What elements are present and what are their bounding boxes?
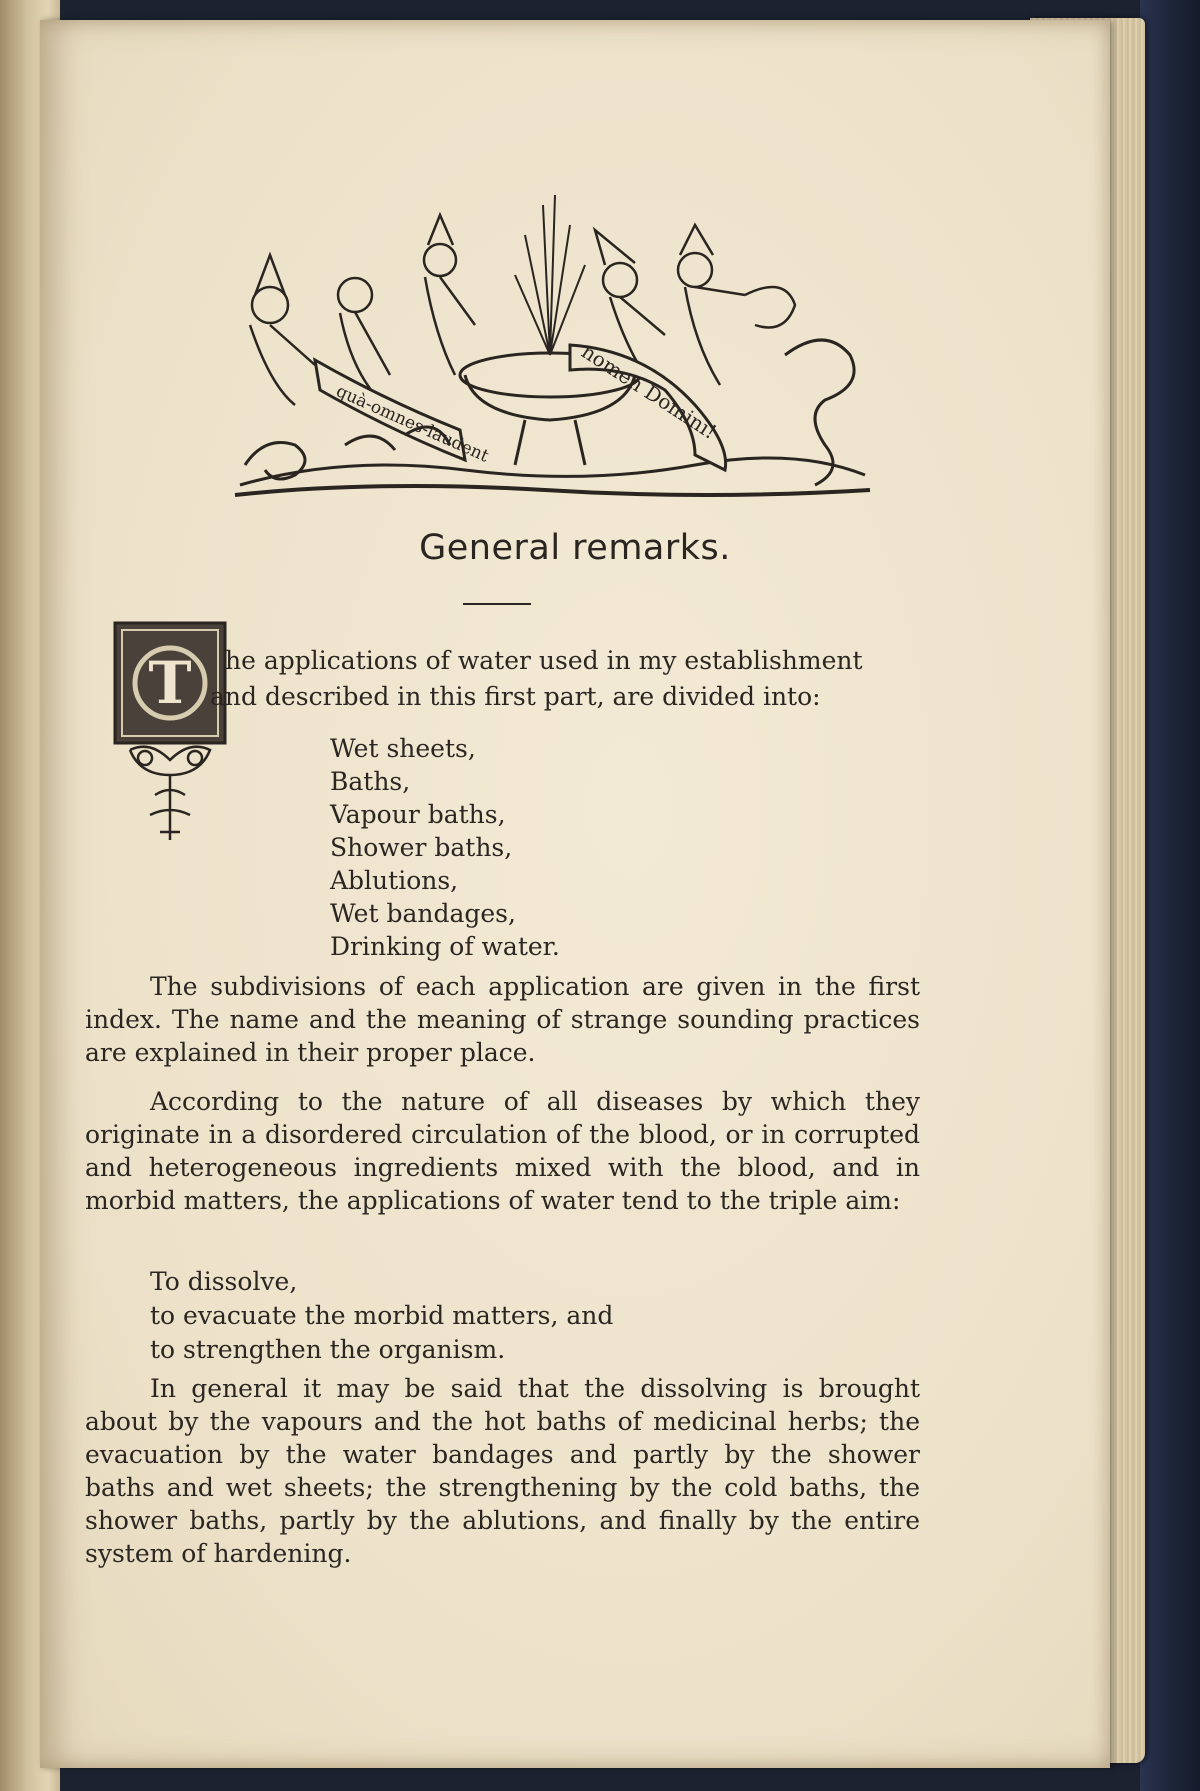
list-item: Wet sheets, — [330, 734, 476, 763]
page-title: General remarks. — [419, 528, 731, 568]
banner-left-text: quà-omnes-laudent — [332, 381, 492, 467]
paragraph-subdivisions — [85, 970, 920, 1069]
list-item: Ablutions, — [330, 866, 459, 895]
book-page — [40, 20, 1110, 1768]
paragraph-nature-of-diseases — [85, 1085, 920, 1217]
intro-line-2: and described in this first part, are divided into: — [210, 682, 821, 711]
list-item: Wet bandages, — [330, 899, 516, 928]
list-item: to evacuate the morbid matters, and — [150, 1301, 614, 1330]
initial-letter: T — [148, 649, 192, 717]
intro-line-1: he applications of water used in my establishment — [225, 646, 863, 675]
decorated-initial — [100, 600, 240, 850]
list-item: Shower baths, — [330, 833, 513, 862]
paragraph-text: The subdivisions of each application are given in the first index. The name and the meaning of strange sounding practices are explained in their proper place. — [85, 972, 920, 1067]
gnomes-fountain-vignette — [225, 185, 875, 515]
aims-list — [150, 1265, 613, 1367]
book-cover-edge — [1140, 0, 1200, 1791]
paragraph-general — [85, 1372, 920, 1570]
list-item: Drinking of water. — [330, 932, 560, 961]
list-item: To dissolve, — [150, 1267, 298, 1296]
paragraph-text: According to the nature of all diseases by which they originate in a disordered circulation of the blood, or in corrupted and heterogeneous ingredients mixed with the blood, and in morbid matters, the applications of water tend to the triple aim: — [85, 1087, 920, 1215]
title-divider — [463, 603, 531, 605]
paragraph-text: In general it may be said that the dissolving is brought about by the vapours and the hot baths of medicinal herbs; the evacuation by the water bandages and partly by the shower baths and wet sheets; the strengthening by the cold baths, the shower baths, partly by the ablutions, and finally by the entire system of hardening. — [85, 1374, 920, 1568]
applications-list — [330, 732, 560, 963]
list-item: Baths, — [330, 767, 411, 796]
list-item: to strengthen the organism. — [150, 1335, 506, 1364]
banner-right-text: nomen Domini! — [577, 339, 721, 445]
list-item: Vapour baths, — [330, 800, 506, 829]
